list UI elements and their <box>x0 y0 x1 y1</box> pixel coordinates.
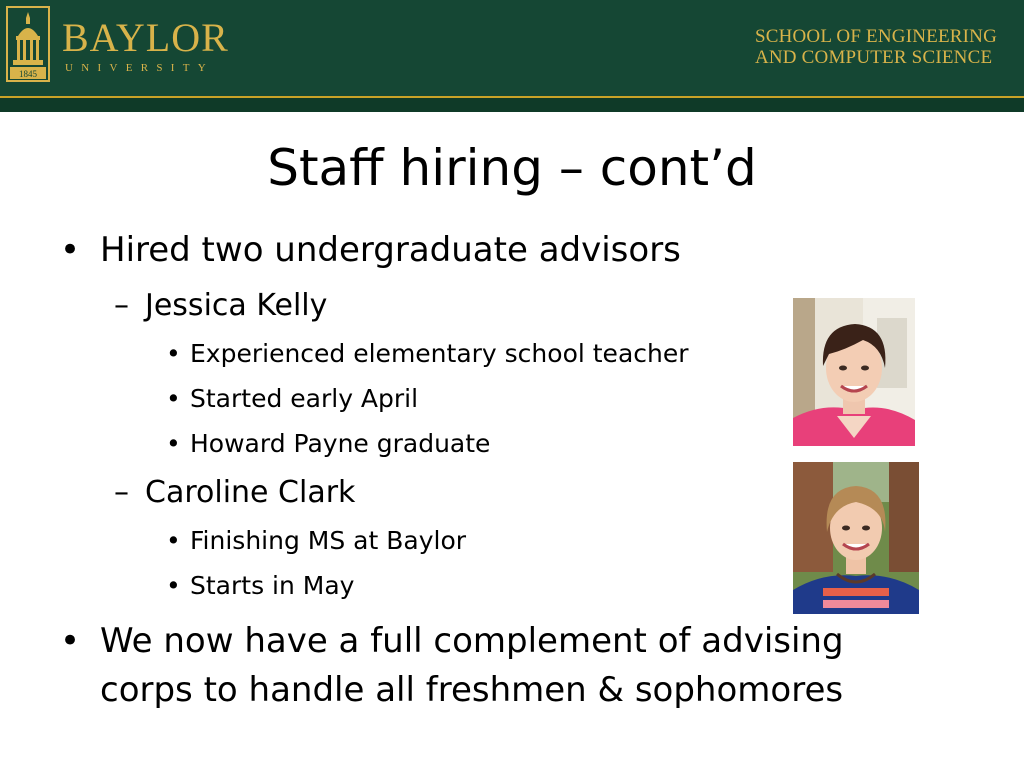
seal-year: 1845 <box>19 69 37 79</box>
dash-marker: – <box>114 475 129 510</box>
bullet-full-complement-line2: corps to handle all freshmen & sophomores <box>100 670 844 710</box>
school-name-line2: AND COMPUTER SCIENCE <box>754 47 993 68</box>
slide-title: Staff hiring – cont’d <box>267 139 757 197</box>
bullet-marker: • <box>166 339 181 368</box>
bullet-marker: • <box>166 526 181 555</box>
university-subtitle: UNIVERSITY <box>65 62 214 74</box>
detail-howard-payne: Howard Payne graduate <box>190 429 491 458</box>
sub-bullet-caroline-clark: Caroline Clark <box>145 475 356 510</box>
detail-started-april: Started early April <box>190 384 419 413</box>
university-wordmark: BAYLOR <box>62 15 229 60</box>
detail-experienced-teacher: Experienced elementary school teacher <box>190 339 689 368</box>
school-name-line1: SCHOOL OF ENGINEERING <box>754 26 997 47</box>
caroline-clark-photo <box>793 462 919 614</box>
bullet-marker: • <box>60 621 81 661</box>
jessica-kelly-photo <box>793 298 915 446</box>
detail-starts-may: Starts in May <box>190 571 355 600</box>
bullet-marker: • <box>166 429 181 458</box>
sub-bullet-jessica-kelly: Jessica Kelly <box>145 288 328 323</box>
detail-finishing-ms: Finishing MS at Baylor <box>190 526 467 555</box>
bullet-marker: • <box>166 571 181 600</box>
bullet-marker: • <box>166 384 181 413</box>
dash-marker: – <box>114 288 129 323</box>
bullet-marker: • <box>60 230 81 270</box>
bullet-full-complement-line1: We now have a full complement of advising <box>100 621 844 661</box>
bullet-hired-advisors: Hired two undergraduate advisors <box>100 230 681 270</box>
